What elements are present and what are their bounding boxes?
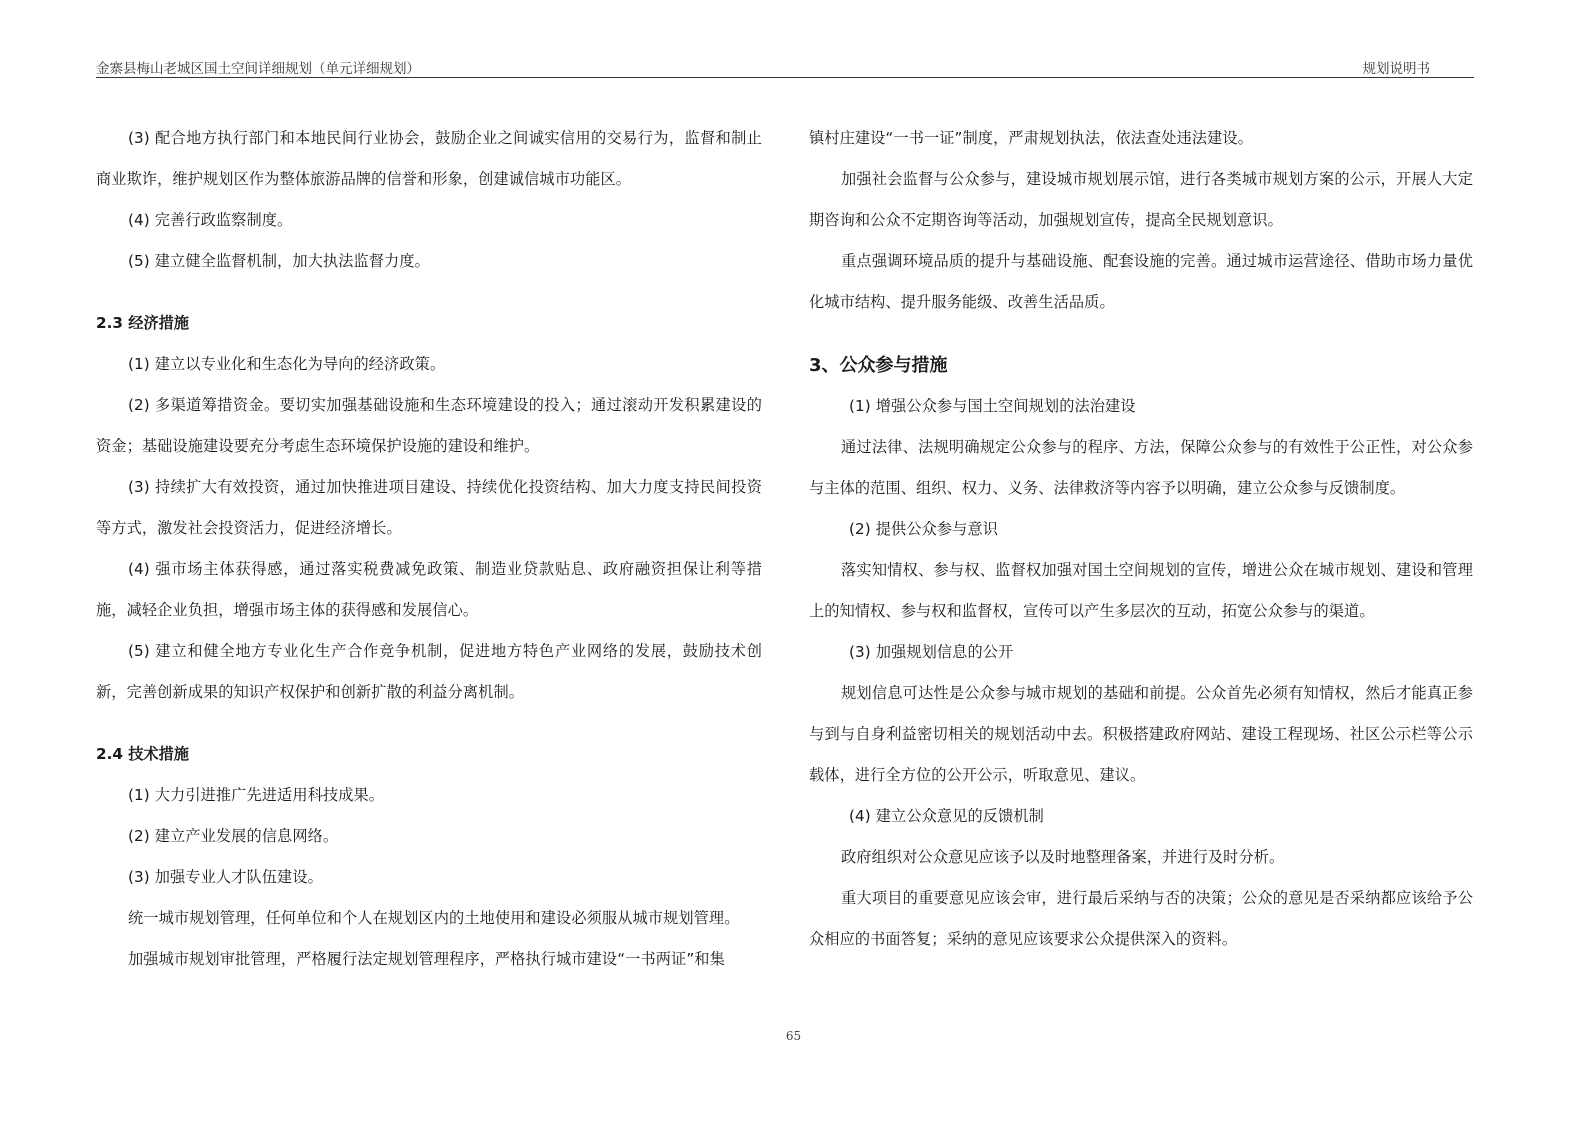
paragraph: 规划信息可达性是公众参与城市规划的基础和前提。公众首先必须有知情权，然后才能真正参与到与自身利益密切相关的规划活动中去。积极搭建政府网站、建设工程现场、社区公示栏等公示载体，进行全方位的公开公示，听取意见、建议。	[809, 684, 1473, 784]
paragraph: (3) 加强专业人才队伍建设。	[128, 868, 323, 886]
paragraph: (1) 建立以专业化和生态化为导向的经济政策。	[128, 355, 446, 373]
paragraph: (4) 强市场主体获得感，通过落实税费减免政策、制造业贷款贴息、政府融资担保让利等措施，减轻企业负担，增强市场主体的获得感和发展信心。	[96, 560, 762, 619]
right-column	[809, 118, 1473, 960]
subheading: (4) 建立公众意见的反馈机制	[849, 807, 1044, 825]
left-column	[96, 118, 762, 980]
document-title: 金寨县梅山老城区国土空间详细规划（单元详细规划）	[96, 61, 420, 77]
subheading: (3) 加强规划信息的公开	[849, 643, 1014, 661]
paragraph: (5) 建立健全监督机制，加大执法监督力度。	[128, 252, 430, 270]
document-type: 规划说明书	[1362, 61, 1430, 77]
paragraph: (1) 大力引进推广先进适用科技成果。	[128, 786, 385, 804]
subheading: (2) 提供公众参与意识	[849, 520, 999, 538]
paragraph: 加强城市规划审批管理，严格履行法定规划管理程序，严格执行城市建设“一书两证”和集	[128, 950, 725, 968]
page-number: 65	[785, 1029, 802, 1043]
paragraph: (3) 持续扩大有效投资，通过加快推进项目建设、持续优化投资结构、加大力度支持民间投资等方式，激发社会投资活力，促进经济增长。	[96, 478, 762, 537]
paragraph: 政府组织对公众意见应该予以及时地整理备案，并进行及时分析。	[841, 848, 1285, 866]
paragraph: 镇村庄建设“一书一证”制度，严肃规划执法，依法查处违法建设。	[809, 129, 1253, 147]
section-heading-2-3: 2.3 经济措施	[96, 314, 189, 332]
paragraph: (2) 建立产业发展的信息网络。	[128, 827, 339, 845]
paragraph: 统一城市规划管理，任何单位和个人在规划区内的土地使用和建设必须服从城市规划管理。	[128, 909, 740, 927]
subheading: (1) 增强公众参与国土空间规划的法治建设	[849, 397, 1136, 415]
section-heading-3: 3、公众参与措施	[809, 355, 948, 376]
section-heading-2-4: 2.4 技术措施	[96, 745, 189, 763]
paragraph: 重大项目的重要意见应该会审，进行最后采纳与否的决策；公众的意见是否采纳都应该给予公众相应的书面答复；采纳的意见应该要求公众提供深入的资料。	[809, 889, 1473, 948]
paragraph: (2) 多渠道筹措资金。要切实加强基础设施和生态环境建设的投入；通过滚动开发积累建设的资金；基础设施建设要充分考虑生态环境保护设施的建设和维护。	[96, 396, 762, 455]
paragraph: (5) 建立和健全地方专业化生产合作竞争机制，促进地方特色产业网络的发展，鼓励技术创新，完善创新成果的知识产权保护和创新扩散的利益分离机制。	[96, 642, 762, 701]
paragraph: 通过法律、法规明确规定公众参与的程序、方法，保障公众参与的有效性于公正性，对公众参与主体的范围、组织、权力、义务、法律救济等内容予以明确，建立公众参与反馈制度。	[809, 438, 1473, 497]
paragraph: (4) 完善行政监察制度。	[128, 211, 293, 229]
paragraph: 加强社会监督与公众参与，建设城市规划展示馆，进行各类城市规划方案的公示，开展人大定期咨询和公众不定期咨询等活动，加强规划宣传，提高全民规划意识。	[809, 170, 1473, 229]
paragraph: 重点强调环境品质的提升与基础设施、配套设施的完善。通过城市运营途径、借助市场力量优化城市结构、提升服务能级、改善生活品质。	[809, 252, 1473, 311]
paragraph: 落实知情权、参与权、监督权加强对国土空间规划的宣传，增进公众在城市规划、建设和管理上的知情权、参与权和监督权，宣传可以产生多层次的互动，拓宽公众参与的渠道。	[809, 561, 1473, 620]
paragraph: (3) 配合地方执行部门和本地民间行业协会，鼓励企业之间诚实信用的交易行为，监督和制止商业欺诈，维护规划区作为整体旅游品牌的信誉和形象，创建诚信城市功能区。	[96, 129, 762, 188]
page-header	[96, 55, 1474, 78]
